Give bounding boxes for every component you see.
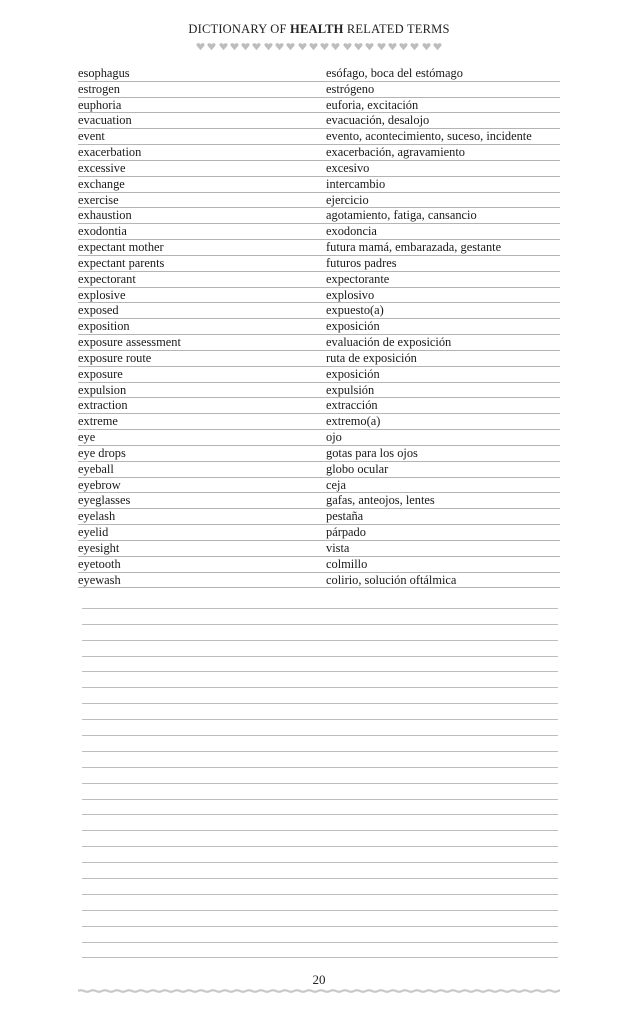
english-term: excessive	[78, 160, 126, 175]
english-term: expectant mother	[78, 240, 164, 255]
table-row	[78, 351, 560, 367]
spanish-translation: evento, acontecimiento, suceso, incidente	[326, 129, 532, 144]
heart-icon	[207, 42, 216, 51]
heart-icon	[286, 42, 295, 51]
spanish-translation: gotas para los ojos	[326, 445, 418, 460]
heart-icon	[433, 42, 442, 51]
table-row	[78, 398, 560, 414]
table-row	[78, 208, 560, 224]
ruled-line	[82, 847, 558, 863]
heart-icon	[298, 42, 307, 51]
ruled-line	[82, 657, 558, 673]
header-title-suffix: RELATED TERMS	[346, 22, 450, 36]
english-term: eyebrow	[78, 477, 121, 492]
table-row	[78, 573, 560, 589]
english-term: exercise	[78, 192, 119, 207]
table-row	[78, 525, 560, 541]
english-term: eyeball	[78, 461, 114, 476]
heart-icon	[219, 42, 228, 51]
ruled-line	[82, 879, 558, 895]
table-row	[78, 383, 560, 399]
spanish-translation: expulsión	[326, 382, 375, 397]
english-term: exchange	[78, 176, 125, 191]
english-term: expectorant	[78, 271, 136, 286]
english-term: eye drops	[78, 445, 126, 460]
table-row	[78, 414, 560, 430]
table-row	[78, 272, 560, 288]
english-term: exodontia	[78, 224, 127, 239]
blank-ruled-lines	[82, 593, 558, 958]
spanish-translation: euforia, excitación	[326, 97, 419, 112]
table-row	[78, 509, 560, 525]
english-term: evacuation	[78, 113, 132, 128]
english-term: exposure route	[78, 350, 152, 365]
english-term: eye	[78, 430, 96, 445]
heart-icon	[331, 42, 340, 51]
spanish-translation: explosivo	[326, 287, 375, 302]
english-term: expectant parents	[78, 255, 165, 270]
english-term: exacerbation	[78, 145, 142, 160]
spanish-translation: expectorante	[326, 271, 390, 286]
heart-icon	[354, 42, 363, 51]
heart-icon	[365, 42, 374, 51]
ruled-line	[82, 943, 558, 959]
header-title-bold: HEALTH	[290, 22, 344, 36]
english-term: euphoria	[78, 97, 122, 112]
heart-icon	[320, 42, 329, 51]
table-row	[78, 240, 560, 256]
ruled-line	[82, 927, 558, 943]
spanish-translation: evacuación, desalojo	[326, 113, 430, 128]
table-row	[78, 193, 560, 209]
heart-icon	[388, 42, 397, 51]
ruled-line	[82, 768, 558, 784]
ruled-line	[82, 911, 558, 927]
ruled-line	[82, 815, 558, 831]
ruled-line	[82, 784, 558, 800]
heart-icon	[399, 42, 408, 51]
english-term: exposition	[78, 319, 130, 334]
english-term: exposed	[78, 303, 119, 318]
english-term: extreme	[78, 414, 118, 429]
heart-icon	[309, 42, 318, 51]
table-row	[78, 319, 560, 335]
english-term: expulsion	[78, 382, 127, 397]
table-row	[78, 303, 560, 319]
ruled-line	[82, 625, 558, 641]
page-header	[0, 22, 638, 37]
spanish-translation: ejercicio	[326, 192, 369, 207]
ruled-line	[82, 895, 558, 911]
spanish-translation: ojo	[326, 430, 342, 445]
footer-wavy-rule	[78, 989, 560, 993]
spanish-translation: exodoncia	[326, 224, 377, 239]
english-term: event	[78, 129, 105, 144]
heart-icon	[241, 42, 250, 51]
spanish-translation: expuesto(a)	[326, 303, 384, 318]
header-title-prefix: DICTIONARY OF	[188, 22, 287, 36]
header-heart-ornament	[196, 40, 442, 52]
spanish-translation: vista	[326, 540, 350, 555]
spanish-translation: colmillo	[326, 556, 368, 571]
english-term: eyetooth	[78, 556, 121, 571]
table-row	[78, 335, 560, 351]
heart-icon	[422, 42, 431, 51]
spanish-translation: futura mamá, embarazada, gestante	[326, 240, 502, 255]
english-term: esophagus	[78, 66, 130, 80]
spanish-translation: pestaña	[326, 509, 364, 524]
english-term: eyesight	[78, 540, 120, 555]
spanish-translation: globo ocular	[326, 461, 389, 476]
english-term: eyelid	[78, 525, 109, 540]
table-row	[78, 161, 560, 177]
table-row	[78, 129, 560, 145]
table-row	[78, 66, 560, 82]
table-row	[78, 462, 560, 478]
table-row	[78, 82, 560, 98]
table-row	[78, 446, 560, 462]
heart-icon	[410, 42, 419, 51]
heart-icon	[275, 42, 284, 51]
glossary-entries	[78, 66, 560, 588]
spanish-translation: exposición	[326, 319, 380, 334]
table-row	[78, 478, 560, 494]
spanish-translation: esófago, boca del estómago	[326, 66, 463, 80]
english-term: eyelash	[78, 509, 116, 524]
page-number: 20	[312, 972, 326, 987]
ruled-line	[82, 641, 558, 657]
ruled-line	[82, 609, 558, 625]
spanish-translation: párpado	[326, 525, 366, 540]
spanish-translation: exacerbación, agravamiento	[326, 145, 465, 160]
table-row	[78, 288, 560, 304]
english-term: estrogen	[78, 81, 120, 96]
spanish-translation: gafas, anteojos, lentes	[326, 493, 435, 508]
ruled-line	[82, 593, 558, 609]
spanish-translation: evaluación de exposición	[326, 335, 452, 350]
spanish-translation: extracción	[326, 398, 378, 413]
ruled-line	[82, 688, 558, 704]
spanish-translation: ceja	[326, 477, 346, 492]
heart-icon	[252, 42, 261, 51]
ruled-line	[82, 672, 558, 688]
ruled-line	[82, 863, 558, 879]
spanish-translation: exposición	[326, 366, 380, 381]
spanish-translation: futuros padres	[326, 255, 397, 270]
ruled-line	[82, 704, 558, 720]
english-term: explosive	[78, 287, 126, 302]
table-row	[78, 98, 560, 114]
table-row	[78, 113, 560, 129]
table-row	[78, 493, 560, 509]
ruled-line	[82, 800, 558, 816]
table-row	[78, 224, 560, 240]
table-row	[78, 430, 560, 446]
heart-icon	[343, 42, 352, 51]
table-row	[78, 541, 560, 557]
heart-icon	[230, 42, 239, 51]
english-term: exhaustion	[78, 208, 132, 223]
heart-icon	[377, 42, 386, 51]
spanish-translation: estrógeno	[326, 81, 375, 96]
english-term: exposure	[78, 366, 123, 381]
english-term: eyeglasses	[78, 493, 131, 508]
table-row	[78, 145, 560, 161]
ruled-line	[82, 736, 558, 752]
ruled-line	[82, 831, 558, 847]
spanish-translation: extremo(a)	[326, 414, 381, 429]
english-term: extraction	[78, 398, 128, 413]
table-row	[78, 256, 560, 272]
english-term: exposure assessment	[78, 335, 181, 350]
ruled-line	[82, 720, 558, 736]
spanish-translation: agotamiento, fatiga, cansancio	[326, 208, 477, 223]
heart-icon	[264, 42, 273, 51]
english-term: eyewash	[78, 572, 121, 587]
spanish-translation: intercambio	[326, 176, 386, 191]
heart-icon	[196, 42, 205, 51]
table-row	[78, 177, 560, 193]
table-row	[78, 367, 560, 383]
spanish-translation: ruta de exposición	[326, 350, 417, 365]
table-row	[78, 557, 560, 573]
ruled-line	[82, 752, 558, 768]
spanish-translation: colirio, solución oftálmica	[326, 572, 457, 587]
spanish-translation: excesivo	[326, 160, 370, 175]
